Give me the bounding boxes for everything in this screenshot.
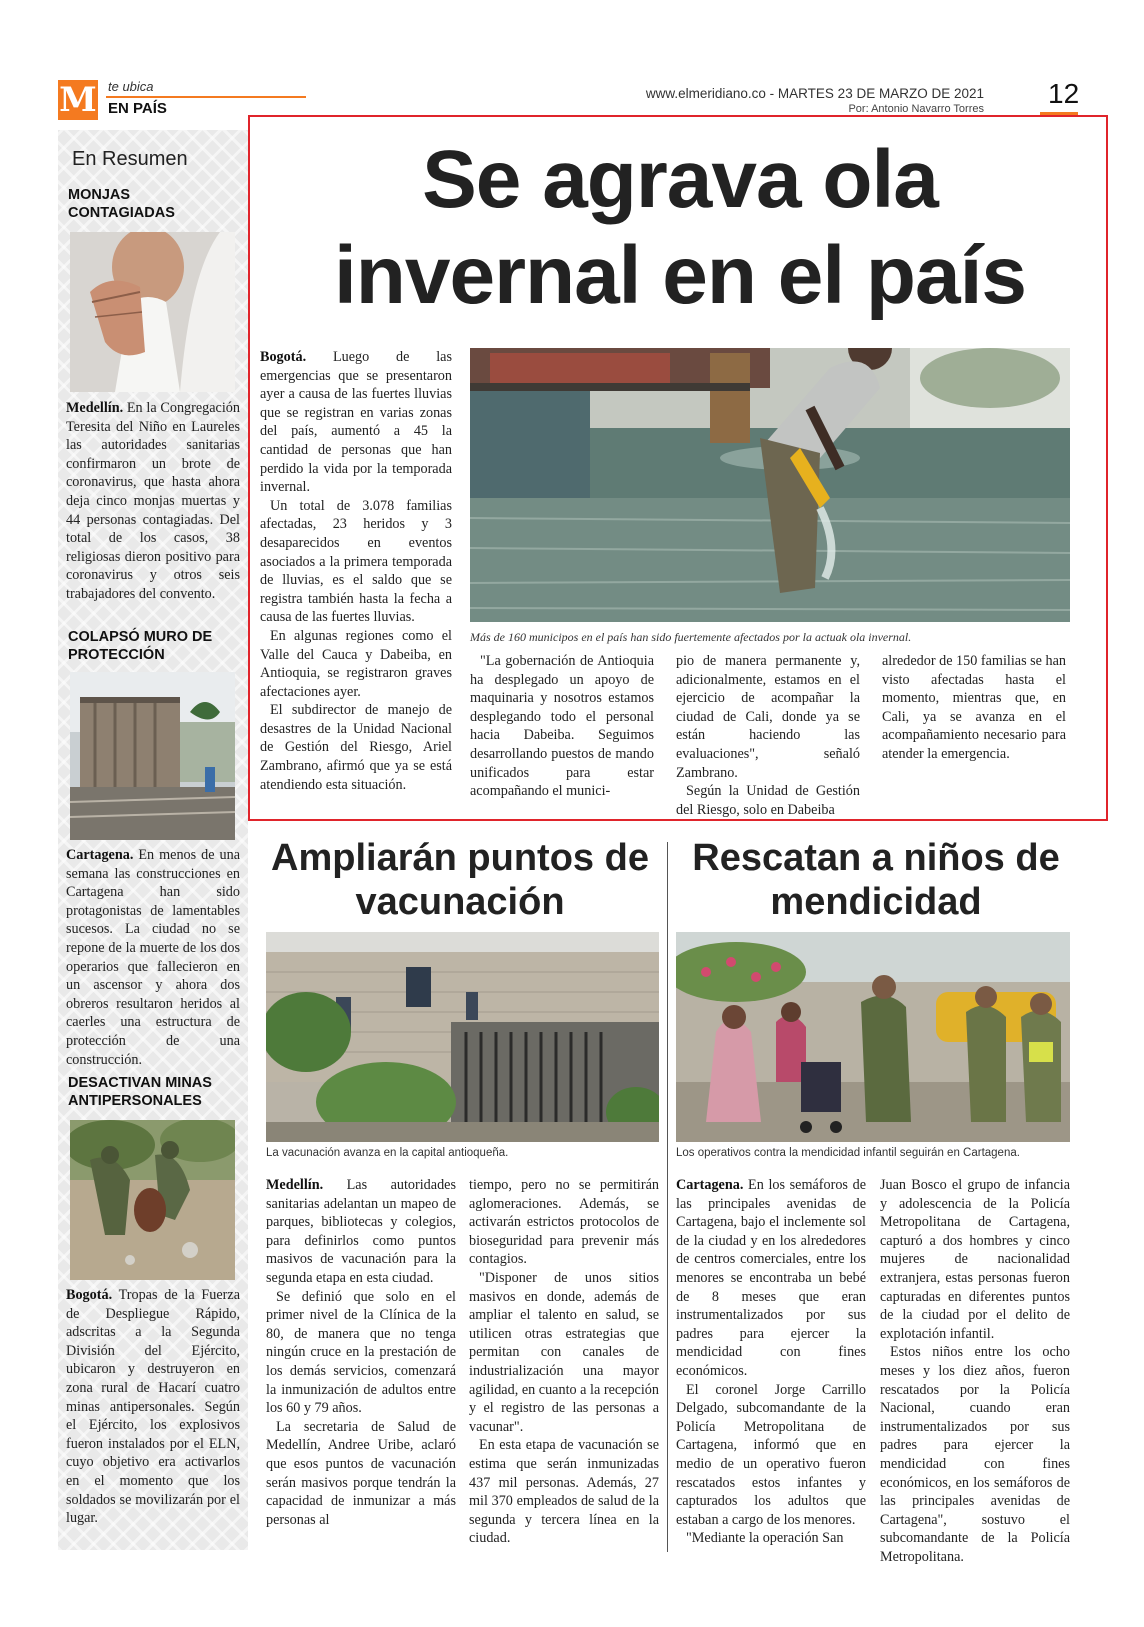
sidebar-heading-wall: COLAPSÓ MURO DE PROTECCIÓN xyxy=(68,629,213,663)
column-divider xyxy=(667,842,668,1552)
rescue-column-1: Cartagena. En los semáforos de las principales avenidas de Cartagena, bajo el inclemente sol de la ciudad y en los alrededores de centros comerciales, entre los menores se encontraba un bebé de 8 meses que eran instrumentalizados por sus padres para ejercer la mendicidad con fines económicos. El coronel Jorge Carrillo Delgado, subcomandante de la Policía Metropolitana de Cartagena, informó que en medio de un operativo fueron rescatados estos infantes y capturados los adultos que estaban a cargo de los menores. "Mediante la operación San xyxy=(676,1177,866,1547)
sidebar-heading-mines: DESACTIVAN MINAS ANTIPERSONALES xyxy=(68,1075,212,1109)
sidebar-title: En Resumen xyxy=(72,148,188,170)
feature-column-4: alrededor de 150 familias se han visto afectadas hasta el momento, mientras que, en Cali, ya se avanza en el acompañamiento necesario para atender la emergencia. xyxy=(882,653,1066,762)
vaccination-photo-caption: La vacunación avanza en la capital antioqueña. xyxy=(266,1147,509,1159)
rescue-column-2: Juan Bosco el grupo de infancia y adolescencia de la Policía Metropolitana de Cartagena, capturó a dos hombres y cinco mujeres de nacionalidad extranjera, estas personas fueron capturadas en diferentes puntos de la ciudad por el delito de explotación infantil. Estos niños entre los ocho meses y los diez años, fueron rescatados por la Policía Nacional, cuando eran instrumentalizados por sus padres para ejercer la mendicidad con fines económicos, en los semáforos de las principales avenidas de Cartagena", sostuvo el subcomandante de la Policía Metropolitana. xyxy=(880,1177,1070,1565)
feature-column-1: Bogotá. Luego de las emergencias que se presentaron ayer a causa de las fuertes lluvias que se registran en varias zonas del país, aumentó a 45 la cantidad de personas que han perdido la vida por la temporada invernal. Un total de 3.078 familias afectadas, 23 heridos y 3 desaparecidos en eventos asociados a la primera temporada de lluvias, es el saldo que se registra también hasta la fecha a causa de las fuertes lluvias. En algunas regiones como el Valle del Cauca y Dabeiba, en Antioquia, se registraron graves afectaciones ayer. El subdirector de manejo de desastres de la Unidad Nacional de Gestión del Riesgo, Ariel Zambrano, afirmó que ya se está atendiendo esta situación. xyxy=(260,349,452,793)
sidebar-text-nuns: Medellín. En la Congregación Teresita del Niño en Laureles las autoridades sanitarias confirmaron un brote de coronavirus, que hasta ahora deja cinco monjas muertas y 44 personas contagiadas. Del total de los casos, 38 religiosas dieron positivo para coronavirus y otros seis trabajadores del convento. xyxy=(66,400,240,602)
nun-praying-photo-icon xyxy=(70,232,235,392)
byline: Por: Antonio Navarro Torres xyxy=(848,103,984,115)
police-with-children-photo-icon xyxy=(676,932,1070,1142)
feature-column-2: "La gobernación de Antioquia ha desplegado un apoyo de maquinaria y nosotros estamos desplegando todo el personal hacia Dabeiba. Seguimos desarrollando puestos de mando unificados para estar acompañando el munici- xyxy=(470,653,654,800)
sidebar-heading-nuns: MONJAS CONTAGIADAS xyxy=(68,187,175,221)
vaccination-headline: Ampliarán puntos de vacunación xyxy=(271,837,649,923)
section-name: EN PAÍS xyxy=(108,100,167,117)
section-rule xyxy=(106,96,306,98)
rescue-photo-caption: Los operativos contra la mendicidad infantil seguirán en Cartagena. xyxy=(676,1147,1020,1159)
man-in-floodwater-photo-icon xyxy=(470,348,1070,622)
vaccination-column-2: tiempo, pero no se permitirán aglomeraciones. Además, se activarán estrictos protocolos de bioseguridad para prevenir más contagios. "Disponer de unos sitios masivos en donde, además de ampliar el talento en salud, se utilicen otras estrategias que permitan con canales de industrialización una mayor agilidad, en cuanto a la recepción y el registro de las personas a vacunar". En esta etapa de vacunación se estima que serán inmunizadas 437 mil personas. Además, 27 mil 370 empleados de salud de la segunda y tercera línea en la ciudad. xyxy=(469,1177,659,1547)
sidebar-text-wall: Cartagena. En menos de una semana las construcciones en Cartagena han sido protagonistas de lamentables sucesos. La ciudad no se repone de la muerte de los dos operarios que fallecieron en un ascensor y ahora dos obreros resultaron heridos al caerles una estructura de protección de una construcción. xyxy=(66,847,240,1068)
page-number: 12 xyxy=(1048,78,1080,109)
feature-column-3: pio de manera permanente y, adicionalmente, estamos en el ejercicio de acompañar la ciudad de Cali, donde ya se están haciendo las evaluaciones", señaló Zambrano. Según la Unidad de Gestión del Riesgo, solo en Dabeiba xyxy=(676,653,860,818)
construction-site-photo-icon xyxy=(70,672,235,840)
vaccination-column-1: Medellín. Las autoridades sanitarias adelantan un mapeo de parques, bibliotecas y colegios, para definirlos como puntos masivos de vacunación para la segunda etapa en esta ciudad. Se definió que solo en el primer nivel de la Clínica de la 80, de manera que no tenga ningún cruce en la prestación de los demás servicios, comenzará la inmunización de adultos entre los 60 y 79 años. La secretaria de Salud de Medellín, Andree Uribe, aclaró que esos puntos de vacunación serán masivos porque tendrán la capacidad de inmunizar a más personas al xyxy=(266,1177,456,1528)
feature-headline: Se agrava ola invernal en el país xyxy=(334,134,1026,321)
sidebar-text-mines: Bogotá. Tropas de la Fuerza de Despliegue Rápido, adscritas a la Segunda División del Ejército, ubicaron y destruyeron en zona rural de Hacarí cuatro minas antipersonales. Según el Ejército, los explosivos fueron instalados por el ELN, cuyo objetivo era activarlos en el momento que los soldados se movilizarán por el lugar. xyxy=(66,1287,240,1527)
soldiers-demining-photo-icon xyxy=(70,1120,235,1280)
feature-photo-caption: Más de 160 municipos en el país han sido fuertemente afectados por la actuak ola invernal. xyxy=(470,630,912,644)
newspaper-logo: M xyxy=(59,80,97,120)
section-kicker: te ubica xyxy=(108,79,154,94)
rescue-headline: Rescatan a niños de mendicidad xyxy=(692,837,1060,923)
dateline: www.elmeridiano.co - MARTES 23 DE MARZO DE 2021 xyxy=(645,86,984,101)
clinic-building-photo-icon xyxy=(266,932,659,1142)
